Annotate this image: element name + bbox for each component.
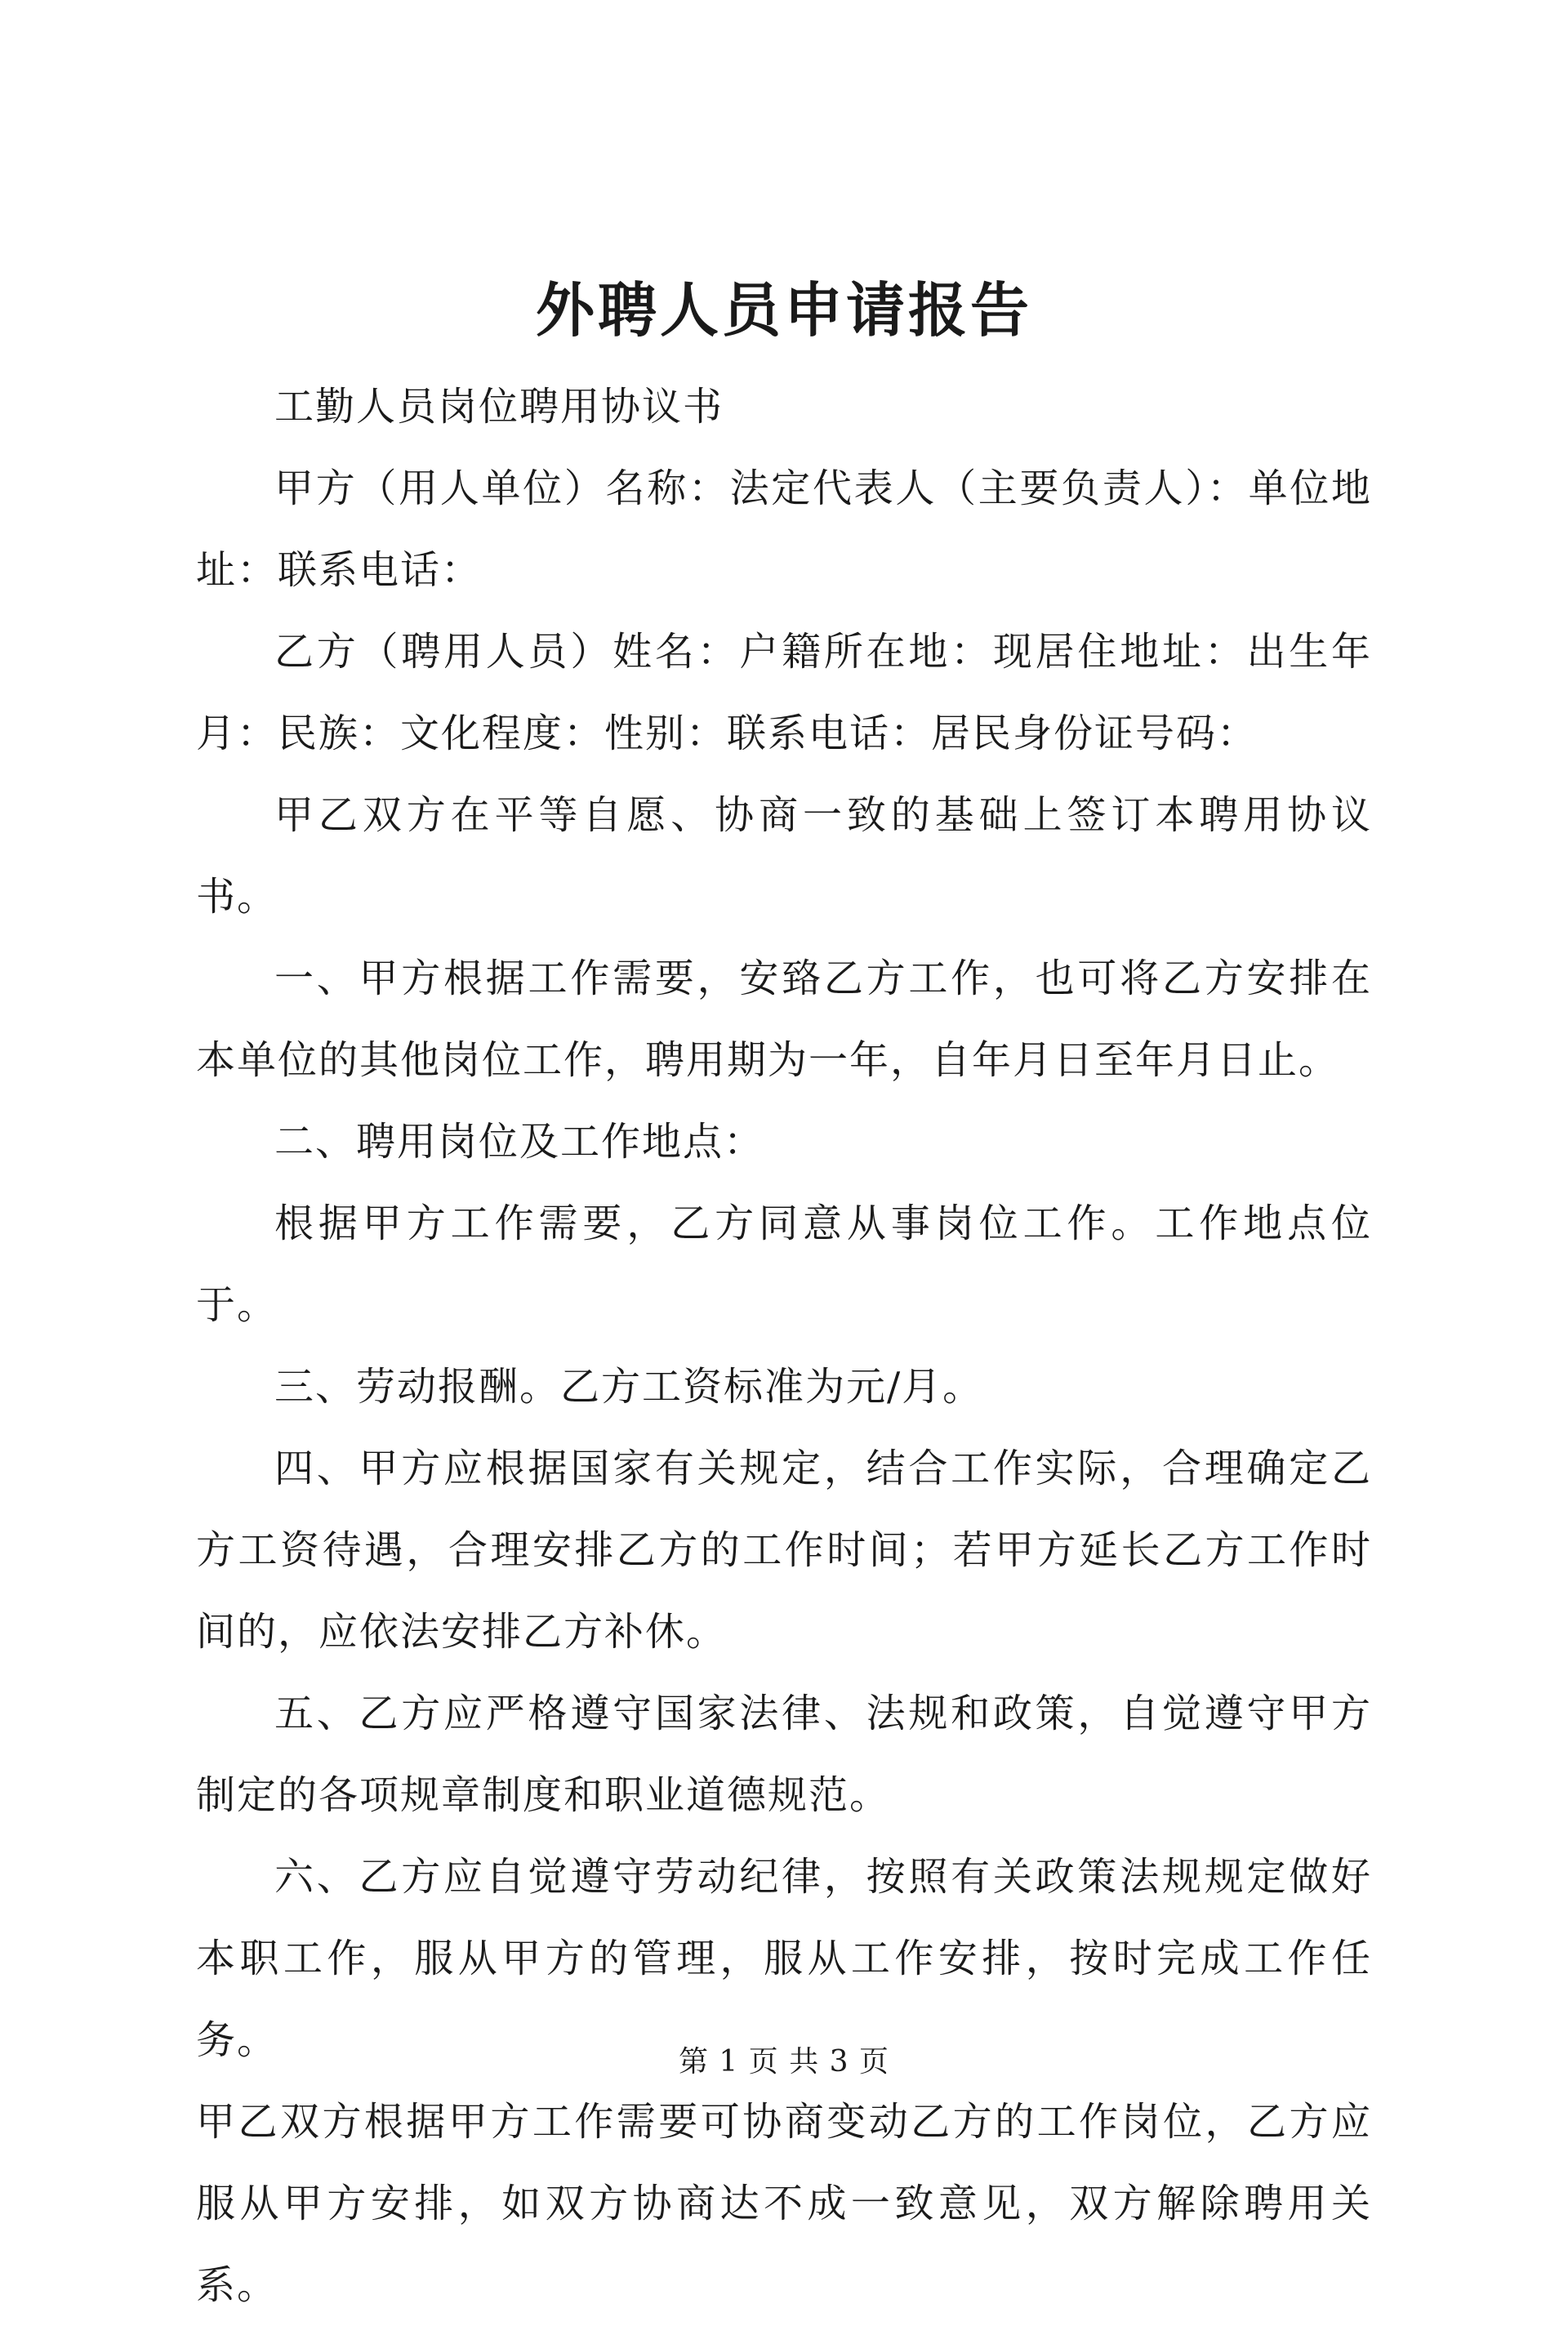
paragraph-clause-6: 六、乙方应自觉遵守劳动纪律，按照有关政策法规规定做好本职工作，服从甲方的管理，服从工作安排，按时完成工作任务。 bbox=[196, 1854, 1372, 2063]
document-title: 外聘人员申请报告 bbox=[535, 275, 1032, 345]
paragraph-clause-1: 一、甲方根据工作需要，安臵乙方工作，也可将乙方安排在本单位的其他岗位工作，聘用期为一年，自年月日至年月日止。 bbox=[196, 956, 1372, 1083]
paragraph-clause-6-continued: 甲乙双方根据甲方工作需要可协商变动乙方的工作岗位，乙方应服从甲方安排，如双方协商达不成一致意见，双方解除聘用关系。 bbox=[196, 2099, 1372, 2308]
paragraph-clause-3: 三、劳动报酬。乙方工资标准为元/月。 bbox=[274, 1364, 984, 1410]
document-body bbox=[196, 366, 1372, 2326]
paragraph-clause-4: 四、甲方应根据国家有关规定，结合工作实际，合理确定乙方工资待遇，合理安排乙方的工作时间；若甲方延长乙方工作时间的，应依法安排乙方补休。 bbox=[196, 1446, 1372, 1655]
paragraph-intro: 甲乙双方在平等自愿、协商一致的基础上签订本聘用协议书。 bbox=[196, 792, 1372, 920]
paragraph-clause-2: 二、聘用岗位及工作地点： bbox=[274, 1119, 765, 1165]
paragraph-clause-5: 五、乙方应严格遵守国家法律、法规和政策，自觉遵守甲方制定的各项规章制度和职业道德规范。 bbox=[196, 1691, 1372, 1818]
paragraph-clause-2-detail: 根据甲方工作需要，乙方同意从事岗位工作。工作地点位于。 bbox=[196, 1201, 1372, 1328]
paragraph-agreement-title: 工勤人员岗位聘用协议书 bbox=[274, 384, 724, 430]
paragraph-party-a: 甲方（用人单位）名称：法定代表人（主要负责人）：单位地址：联系电话： bbox=[196, 466, 1372, 593]
paragraph-party-b: 乙方（聘用人员）姓名：户籍所在地：现居住地址：出生年月：民族：文化程度：性别：联系电话：居民身份证号码： bbox=[196, 629, 1372, 756]
page-number-footer: 第 1 页 共 3 页 bbox=[678, 2045, 890, 2079]
